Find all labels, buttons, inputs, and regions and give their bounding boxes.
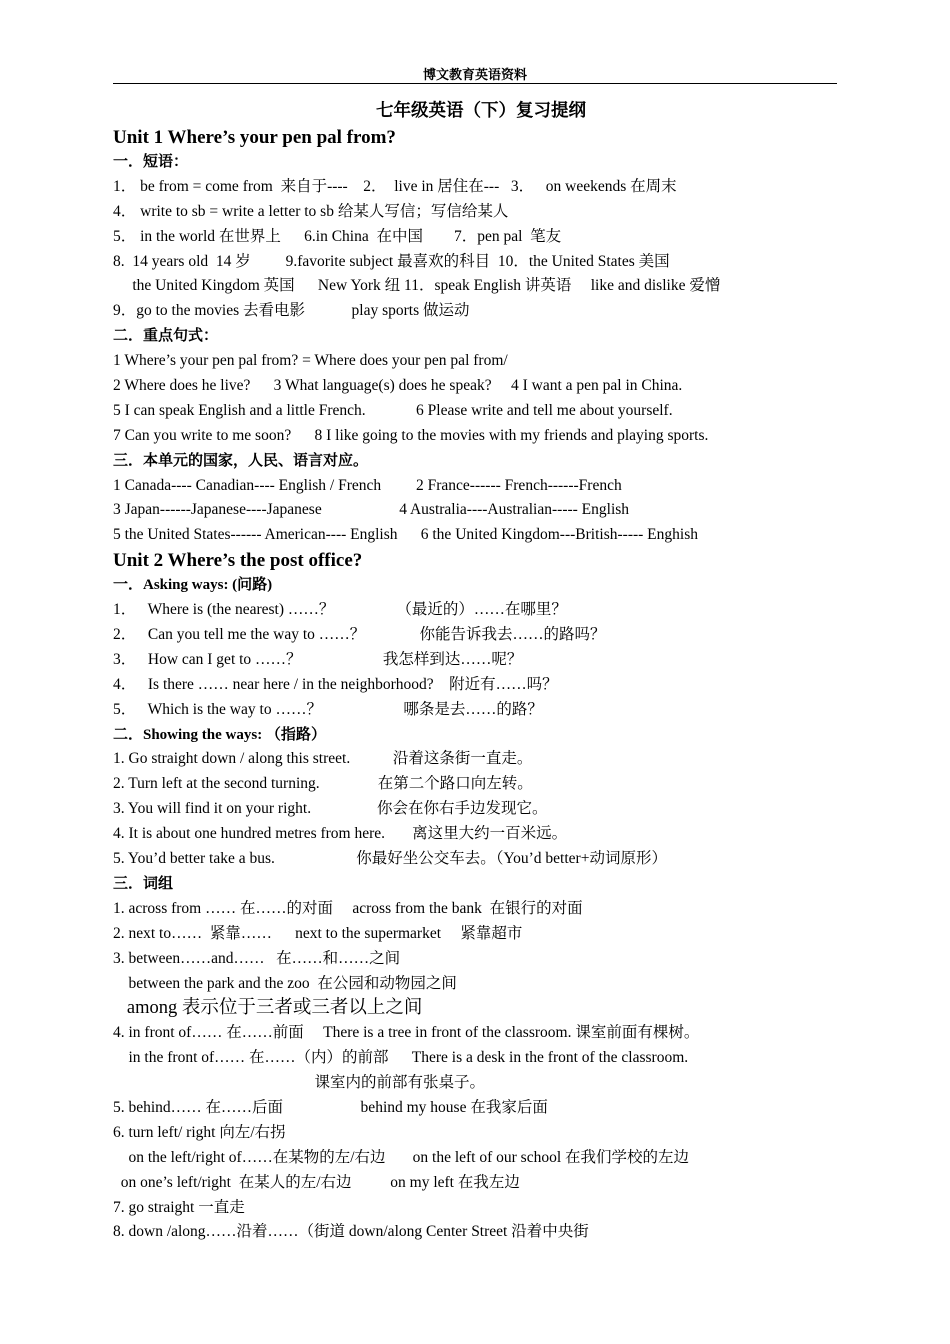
- unit2-phrase-line: on the left/right of……在某物的左/右边 on the left of our school 在我们学校的左边: [113, 1148, 690, 1166]
- document-body: [113, 97, 853, 1245]
- unit1-phrase-line: 8. 14 years old 14 岁 9.favorite subject 最喜欢的科目 10．the United States 美国: [113, 252, 670, 270]
- unit2-showing-line: 2. Turn left at the second turning. 在第二个路口向左转。: [113, 775, 533, 793]
- unit1-sentence-line: 5 I can speak English and a little French. 6 Please write and tell me about yourself.: [113, 401, 673, 419]
- header-rule: [113, 83, 837, 84]
- unit1-country-line: 5 the United States------ American---- English 6 the United Kingdom---British----- Enghish: [113, 526, 698, 544]
- unit2-phrase-line: in the front of…… 在……（内）的前部 There is a desk in the front of the classroom.: [113, 1049, 689, 1067]
- unit2-phrase-line: 2. next to…… 紧靠…… next to the supermarket 紧靠超市: [113, 924, 523, 942]
- unit2-showing-line: 5. You’d better take a bus. 你最好坐公交车去。（You’d better+动词原形）: [113, 850, 667, 868]
- unit2-heading: Unit 2 Where’s the post office?: [113, 550, 363, 572]
- unit2-phrase-line: 1. across from …… 在……的对面 across from the bank 在银行的对面: [113, 899, 583, 917]
- unit2-phrase-line: 4. in front of…… 在……前面 There is a tree in front of the classroom. 课室前面有棵树。: [113, 1024, 700, 1042]
- unit2-phrase-line: 7. go straight 一直走: [113, 1198, 245, 1216]
- unit2-showing-line: 4. It is about one hundred metres from here. 离这里大约一百米远。: [113, 825, 568, 843]
- page-header: 博文教育英语资料: [422, 68, 527, 83]
- unit1-country-line: 3 Japan------Japanese----Japanese 4 Australia----Australian----- English: [113, 501, 630, 519]
- unit2-phrase-line: 8. down /along……沿着……（街道 down/along Center Street 沿着中央街: [113, 1223, 589, 1241]
- unit2-asking-line: 4． Is there …… near here / in the neighborhood? 附近有……吗？: [113, 675, 558, 693]
- unit2-section-asking: 一．Asking ways: (问路): [113, 577, 273, 594]
- unit1-sentence-line: 1 Where’s your pen pal from? = Where does your pen pal from/: [113, 352, 508, 370]
- unit1-heading: Unit 1 Where’s your pen pal from?: [113, 127, 396, 148]
- unit2-section-showing: 二．Showing the ways: （指路）: [113, 726, 326, 743]
- unit2-phrase-line: 3. between……and…… 在……和……之间: [113, 949, 401, 967]
- unit1-sentence-line: 7 Can you write to me soon? 8 I like going to the movies with my friends and playing sports.: [113, 426, 709, 444]
- unit2-asking-line: 5． Which is the way to ……？ 哪条是去……的路？: [113, 700, 543, 718]
- unit2-showing-line: 3. You will find it on your right. 你会在你右手边发现它。: [113, 800, 548, 818]
- unit2-asking-line: 1． Where is (the nearest) ……？ （最近的）……在哪里？: [113, 601, 567, 619]
- unit2-phrase-line: 课室内的前部有张桌子。: [113, 1074, 486, 1092]
- unit1-section-phrases: 一．短语：: [113, 154, 189, 170]
- unit2-phrase-line: 6. turn left/ right 向左/右拐: [113, 1123, 286, 1141]
- unit1-phrase-line: 5． in the world 在世界上 6.in China 在中国 7．pen pal 笔友: [113, 227, 562, 245]
- unit1-section-sentences: 二．重点句式：: [113, 328, 219, 345]
- unit2-asking-line: 3． How can I get to ……？ 我怎样到达……呢？: [113, 650, 523, 668]
- unit1-section-countries: 三．本单元的国家，人民、语言对应。: [113, 452, 369, 469]
- unit2-section-phrases: 三．词组: [113, 875, 174, 892]
- unit1-phrase-line: 1． be from = come from 来自于---- 2． live in 居住在--- 3． on weekends 在周末: [113, 177, 677, 195]
- unit1-phrase-line: 9．go to the movies 去看电影 play sports 做运动: [113, 302, 470, 320]
- unit2-phrase-line: on one’s left/right 在某人的左/右边 on my left 在我左边: [113, 1173, 520, 1191]
- unit2-asking-line: 2． Can you tell me the way to ……？ 你能告诉我去……的路吗？: [113, 626, 606, 644]
- unit2-phrase-line: 5. behind…… 在……后面 behind my house 在我家后面: [113, 1098, 548, 1116]
- unit1-phrase-line: the United Kingdom 英国 New York 纽 11．speak English 讲英语 like and dislike 爱憎: [113, 277, 721, 295]
- unit2-among-note: among 表示位于三者或三者以上之间: [113, 998, 423, 1019]
- unit1-sentence-line: 2 Where does he live? 3 What language(s) does he speak? 4 I want a pen pal in China.: [113, 377, 683, 395]
- page-title: 七年级英语（下）复习提纲: [376, 101, 586, 121]
- unit1-phrase-line: 4． write to sb = write a letter to sb 给某人写信；写信给某人: [113, 202, 509, 220]
- unit1-country-line: 1 Canada---- Canadian---- English / French 2 France------ French------French: [113, 476, 622, 494]
- unit2-phrase-line: between the park and the zoo 在公园和动物园之间: [113, 974, 457, 992]
- unit2-showing-line: 1. Go straight down / along this street. 沿着这条街一直走。: [113, 750, 533, 768]
